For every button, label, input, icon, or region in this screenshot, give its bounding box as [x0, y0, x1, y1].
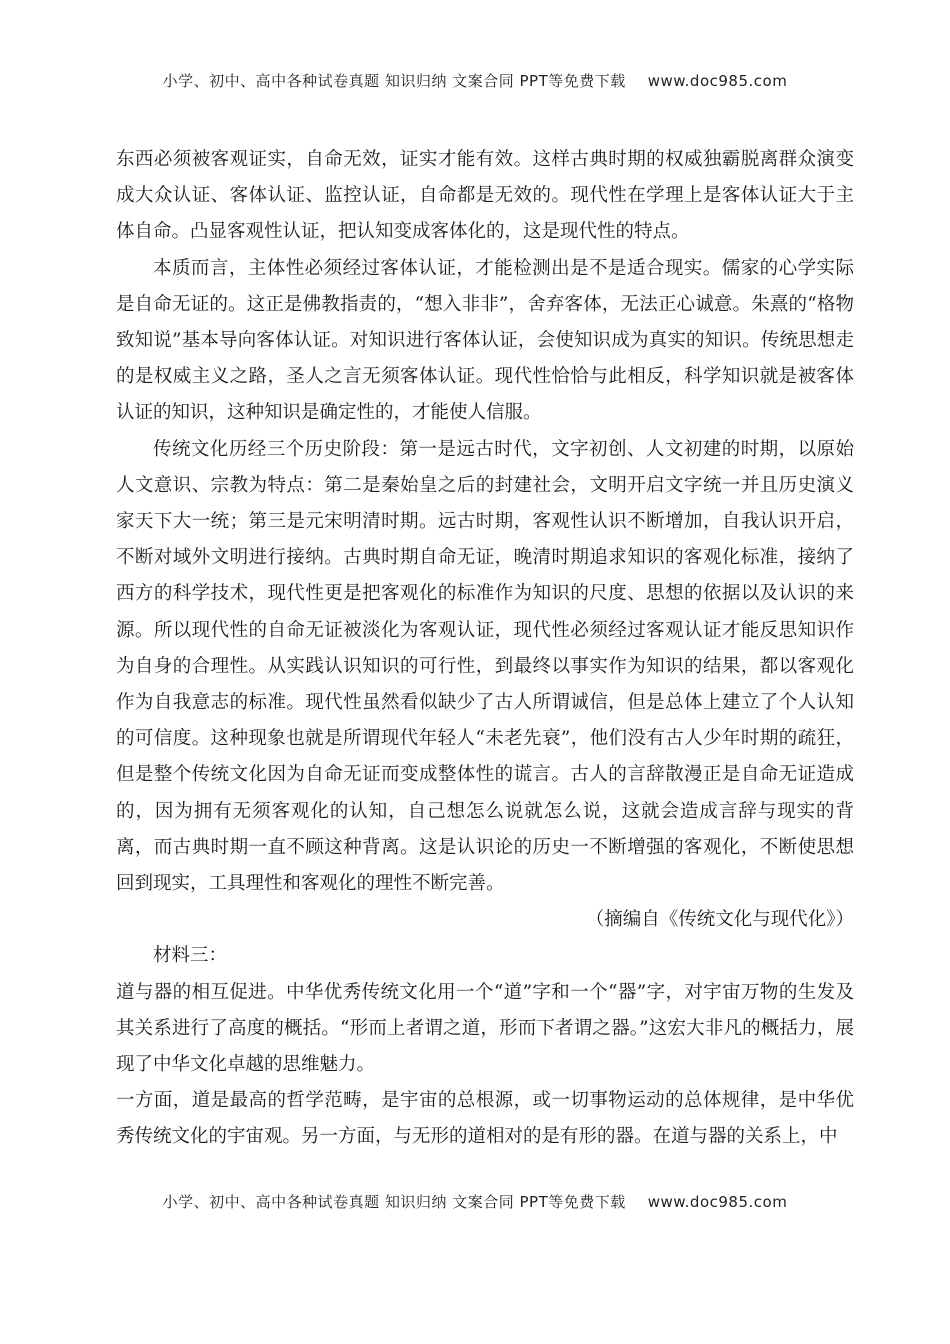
paragraph-three-stages: 传统文化历经三个历史阶段：第一是远古时代，文字初创、人文初建的时期，以原始人文意识、宗教为特点：第二是秦始皇之后的封建社会，文明开启文字统一并且历史演义家天下大一统；第三是元宋明清时期。远古时期，客观性认识不断增加，自我认识开启，不断对域外文明进行接纳。古典时期自命无证，晚清时期追求知识的客观化标准，接纳了西方的科学技术，现代性更是把客观化的标准作为知识的尺度、思想的依据以及认识的来源。所以现代性的自命无证被淡化为客观认证，现代性必须经过客观认证才能反思知识作为自身的合理性。从实践认识知识的可行性，到最终以事实作为知识的结果，都以客观化作为自我意志的标准。现代性虽然看似缺少了古人所谓诚信，但是总体上建立了个人认知的可信度。这种现象也就是所谓现代年轻人“未老先衰”，他们没有古人少年时期的疏狂，但是整个传统文化因为自命无证而变成整体性的谎言。古人的言辞散漫正是自命无证造成的，因为拥有无须客观化的认知，自己想怎么说就怎么说，这就会造成言辞与现实的背离，而古典时期一直不顾这种背离。这是认识论的历史一不断增强的客观化，不断使思想回到现实，工具理性和客观化的理性不断完善。: [116, 438, 854, 895]
paragraph-dao-qi: 道与器的相互促进。中华优秀传统文化用一个“道”字和一个“器”字，对宇宙万物的生发及其关系进行了高度的概括。“形而上者谓之道，形而下者谓之器。”这宏大非凡的概括力，展现了中华文化卓越的思维魅力。: [116, 981, 854, 1076]
paragraph-continuation: 东西必须被客观证实，自命无效，证实才能有效。这样古典时期的权威独霸脱离群众演变成大众认证、客体认证、监控认证，自命都是无效的。现代性在学理上是客体认证大于主体自命。凸显客观性认证，把认知变成客体化的，这是现代性的特点。: [116, 149, 854, 243]
header-text: 小学、初中、高中各种试卷真题 知识归纳 文案合同 PPT等免费下载: [162, 72, 626, 90]
paragraph-dao-qi-continued: 一方面，道是最高的哲学范畴，是宇宙的总根源，或一切事物运动的总体规律，是中华优秀传统文化的宇宙观。另一方面，与无形的道相对的是有形的器。在道与器的关系上，中: [116, 1090, 854, 1148]
page-footer: [0, 1191, 950, 1212]
footer-text: 小学、初中、高中各种试卷真题 知识归纳 文案合同 PPT等免费下载: [162, 1193, 626, 1211]
footer-url[interactable]: www.doc985.com: [647, 1193, 788, 1211]
material-label: 材料三：: [153, 945, 228, 967]
document-body: [116, 142, 854, 1156]
page-header: [0, 70, 950, 91]
header-url[interactable]: www.doc985.com: [647, 72, 788, 90]
source-note: （摘编自《传统文化与现代化》）: [585, 909, 854, 931]
paragraph-subjectivity: 本质而言，主体性必须经过客体认证，才能检测出是不是适合现实。儒家的心学实际是自命无证的。这正是佛教指责的，“想入非非”，舍弃客体，无法正心诚意。朱熹的“格物致知说”基本导向客体认证。对知识进行客体认证，会使知识成为真实的知识。传统思想走的是权威主义之路，圣人之言无须客体认证。现代性恰恰与此相反，科学知识就是被客体认证的知识，这种知识是确定性的，才能使人信服。: [116, 257, 854, 424]
